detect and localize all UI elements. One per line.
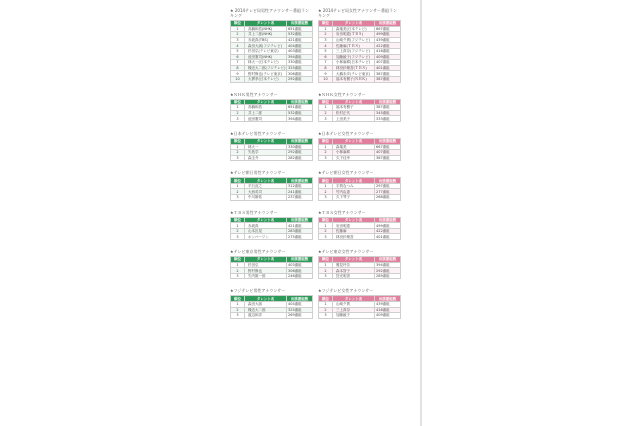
rank-cell: 7: [319, 60, 333, 66]
rank-cell: 4: [231, 43, 245, 49]
table-row: [319, 195, 401, 201]
program-count-cell: 241番組: [287, 189, 313, 195]
rank-cell: 3: [231, 234, 245, 240]
talent-name-cell: 佐藤麻(ＴＢＳ): [333, 43, 375, 49]
rank-cell: 3: [231, 313, 245, 319]
rank-header: 順位: [231, 99, 245, 105]
talent-name-cell: 福本有樹子: [333, 105, 375, 111]
ranking-table: [230, 217, 313, 240]
table-row: [231, 234, 313, 240]
ranking-table: [230, 99, 313, 122]
program-count-cell: 275番組: [287, 234, 313, 240]
program-count-cell: 333番組: [375, 116, 401, 122]
program-count-cell: 532番組: [287, 110, 313, 116]
rank-cell: 1: [231, 26, 245, 32]
program-count-cell: 387番組: [375, 71, 401, 77]
program-count-cell: 409番組: [375, 313, 401, 319]
program-count-cell: 667番組: [375, 144, 401, 150]
name-header: タレント名: [245, 296, 287, 302]
talent-name-cell: 岩田明恵: [333, 223, 375, 229]
name-header: タレント名: [333, 257, 375, 263]
talent-name-cell: 赤坂真(TBS): [245, 37, 287, 43]
table-row: [231, 313, 313, 319]
talent-name-cell: 池田憲司(NHK): [245, 54, 287, 60]
rank-cell: 2: [231, 189, 245, 195]
program-count-cell: 282番組: [287, 155, 313, 161]
rank-cell: 1: [231, 302, 245, 308]
right-ranking-block: [318, 131, 400, 161]
program-count-cell: 407番組: [375, 150, 401, 156]
talent-name-cell: 久下佳幸: [333, 155, 375, 161]
talent-name-cell: 森葉美(日本テレビ): [333, 26, 375, 32]
right-ranking-block: [318, 92, 400, 122]
count-header: 出演番組数: [287, 21, 313, 27]
table-row: [231, 116, 313, 122]
program-count-cell: 667番組: [375, 26, 401, 32]
talent-name-cell: 平石直之: [245, 183, 287, 189]
count-header: 出演番組数: [375, 21, 401, 27]
rank-cell: 2: [319, 110, 333, 116]
count-header: 出演番組数: [375, 296, 401, 302]
talent-name-cell: 森田大誠(フジテレビ): [245, 43, 287, 49]
rank-cell: 2: [319, 268, 333, 274]
rank-cell: 2: [231, 307, 245, 313]
rank-cell: 1: [319, 262, 333, 268]
left-ranking-block: [230, 210, 312, 240]
count-header: 出演番組数: [287, 99, 313, 105]
rank-cell: 3: [231, 37, 245, 43]
right-ranking-block: [318, 249, 400, 279]
table-row: [231, 273, 313, 279]
talent-name-cell: 竹内由恵: [333, 189, 375, 195]
talent-name-cell: 松村正代: [333, 110, 375, 116]
ranking-table: [230, 138, 313, 161]
table-row: [231, 155, 313, 161]
program-count-cell: 268番組: [375, 195, 401, 201]
program-count-cell: 439番組: [375, 302, 401, 308]
talent-name-cell: 矢内雄一郎: [245, 273, 287, 279]
name-header: タレント名: [333, 99, 375, 105]
rank-header: 順位: [319, 217, 333, 223]
program-count-cell: 404番組: [287, 43, 313, 49]
ranking-title: ★日本テレビ男性アナウンサー: [230, 130, 286, 136]
rank-header: 順位: [231, 217, 245, 223]
ranking-title: ★テレビ東京男性アナウンサー: [230, 249, 286, 255]
program-count-cell: 292番組: [287, 150, 313, 156]
program-count-cell: 345番組: [375, 110, 401, 116]
talent-name-cell: 岩田明恵(ＴＢＳ): [333, 32, 375, 38]
name-header: タレント名: [333, 138, 375, 144]
ranking-title: ★テレビ朝日女性アナウンサー: [318, 170, 374, 176]
left-ranking-block: [230, 131, 312, 161]
ranking-table: [230, 20, 313, 83]
talent-name-cell: 杉田弘(テレビ東京): [245, 48, 287, 54]
talent-name-cell: 杉田弘: [245, 262, 287, 268]
ranking-title: ★テレビ朝日男性アナウンサー: [230, 170, 286, 176]
table-row: [231, 195, 313, 201]
left-ranking-block: [230, 249, 312, 279]
talent-name-cell: 井上二郎: [245, 110, 287, 116]
rank-cell: 10: [231, 76, 245, 82]
rank-cell: 1: [319, 144, 333, 150]
talent-name-cell: 三上真奈: [333, 307, 375, 313]
talent-name-cell: 中川雄佑: [245, 195, 287, 201]
talent-name-cell: 大西英司: [245, 189, 287, 195]
rank-header: 順位: [319, 178, 333, 184]
talent-name-cell: 三上真奈(フジテレビ): [333, 48, 375, 54]
program-count-cell: 422番組: [375, 43, 401, 49]
program-count-cell: 292番組: [375, 268, 401, 274]
ranking-table: [318, 177, 401, 200]
program-count-cell: 297番組: [375, 183, 401, 189]
count-header: 出演番組数: [375, 138, 401, 144]
name-header: タレント名: [245, 178, 287, 184]
left-ranking-block: [230, 92, 312, 122]
ranking-table: [318, 217, 401, 240]
ranking-table: [318, 256, 401, 279]
rank-cell: 1: [319, 26, 333, 32]
talent-name-cell: 森田大誠: [245, 302, 287, 308]
program-count-cell: 409番組: [375, 54, 401, 60]
count-header: 出演番組数: [287, 257, 313, 263]
name-header: タレント名: [245, 21, 287, 27]
ranking-title: ★ＮＨＫ女性アナウンサー: [318, 91, 366, 97]
male-rankings-column: [230, 8, 312, 328]
ranking-title: ★テレビ東京女性アナウンサー: [318, 249, 374, 255]
talent-name-cell: 林大一: [245, 144, 287, 150]
name-header: タレント名: [333, 296, 375, 302]
right-ranking-block: [318, 170, 400, 200]
talent-name-cell: 福本有樹子(ＮＨＫ): [333, 76, 375, 82]
vertical-divider: [420, 0, 422, 426]
rank-cell: 6: [319, 54, 333, 60]
program-count-cell: 499番組: [375, 223, 401, 229]
rank-header: 順位: [319, 21, 333, 27]
right-ranking-block: [318, 8, 400, 83]
program-count-cell: 404番組: [287, 302, 313, 308]
program-count-cell: 387番組: [375, 155, 401, 161]
talent-name-cell: 小林麻耶: [333, 150, 375, 156]
program-count-cell: 325番組: [287, 65, 313, 71]
table-row: [319, 313, 401, 319]
count-header: 出演番組数: [375, 178, 401, 184]
rank-header: 順位: [231, 178, 245, 184]
count-header: 出演番組数: [287, 138, 313, 144]
rank-cell: 6: [231, 54, 245, 60]
rank-cell: 1: [319, 302, 333, 308]
talent-name-cell: 森圭介: [245, 155, 287, 161]
rank-cell: 4: [319, 43, 333, 49]
ranking-title: ★ 2014テレビ局男性アナウンサー番組ランキング: [230, 8, 309, 18]
rank-cell: 1: [231, 223, 245, 229]
rank-header: 順位: [319, 257, 333, 263]
count-header: 出演番組数: [287, 296, 313, 302]
rank-cell: 8: [231, 65, 245, 71]
program-count-cell: 394番組: [287, 116, 313, 122]
talent-name-cell: 野村修也: [245, 268, 287, 274]
ranking-table: [230, 177, 313, 200]
talent-name-cell: 林田紗理香(ＴＢＳ): [333, 65, 375, 71]
talent-name-cell: 棟近大二郎: [245, 307, 287, 313]
count-header: 出演番組数: [375, 217, 401, 223]
talent-name-cell: 林田紗理香: [333, 234, 375, 240]
program-count-cell: 421番組: [287, 223, 313, 229]
talent-name-cell: 大橋未歩(テレビ東京): [333, 71, 375, 77]
talent-name-cell: 棟近大二郎(フジテレビ): [245, 65, 287, 71]
program-count-cell: 283番組: [287, 228, 313, 234]
talent-name-cell: 宇賀なつみ: [333, 183, 375, 189]
program-count-cell: 439番組: [375, 37, 401, 43]
talent-name-cell: ホンバーワン: [245, 234, 287, 240]
program-count-cell: 387番組: [375, 76, 401, 82]
program-count-cell: 422番組: [375, 228, 401, 234]
name-header: タレント名: [245, 257, 287, 263]
ranking-title: ★日本テレビ女性アナウンサー: [318, 130, 374, 136]
name-header: タレント名: [245, 138, 287, 144]
program-count-cell: 403番組: [287, 48, 313, 54]
ranking-title: ★フジテレビ女性アナウンサー: [318, 288, 374, 294]
talent-name-cell: 上田美子: [333, 116, 375, 122]
program-count-cell: 651番組: [287, 26, 313, 32]
program-count-cell: 289番組: [375, 273, 401, 279]
rank-cell: 2: [231, 228, 245, 234]
talent-name-cell: 池田憲司: [245, 116, 287, 122]
name-header: タレント名: [333, 21, 375, 27]
rank-cell: 9: [319, 71, 333, 77]
rank-cell: 2: [319, 189, 333, 195]
name-header: タレント名: [245, 99, 287, 105]
rank-cell: 1: [231, 183, 245, 189]
table-row: [319, 116, 401, 122]
rank-header: 順位: [319, 296, 333, 302]
program-count-cell: 269番組: [287, 313, 313, 319]
count-header: 出演番組数: [375, 257, 401, 263]
talent-name-cell: 山崎夕貴: [333, 302, 375, 308]
rank-cell: 2: [319, 150, 333, 156]
name-header: タレント名: [333, 217, 375, 223]
rank-cell: 3: [319, 313, 333, 319]
rank-cell: 8: [319, 65, 333, 71]
rank-header: 順位: [231, 21, 245, 27]
rank-header: 順位: [231, 296, 245, 302]
talent-name-cell: 森本智子: [333, 268, 375, 274]
program-count-cell: 246番組: [287, 273, 313, 279]
left-ranking-block: [230, 8, 312, 83]
rank-cell: 1: [319, 223, 333, 229]
talent-name-cell: 高橋和浩(NHK): [245, 26, 287, 32]
count-header: 出演番組数: [287, 217, 313, 223]
program-count-cell: 499番組: [375, 32, 401, 38]
rank-cell: 2: [231, 150, 245, 156]
program-count-cell: 312番組: [287, 183, 313, 189]
program-count-cell: 401番組: [375, 65, 401, 71]
right-ranking-block: [318, 288, 400, 318]
rank-cell: 1: [231, 105, 245, 111]
rank-header: 順位: [319, 138, 333, 144]
talent-name-cell: 山崎夕貴(フジテレビ): [333, 37, 375, 43]
talent-name-cell: 山本匠晃: [245, 228, 287, 234]
ranking-title: ★ 2014テレビ局女性アナウンサー番組ランキング: [318, 8, 397, 18]
talent-name-cell: 大貫孝(日本テレビ): [245, 76, 287, 82]
rank-cell: 3: [319, 116, 333, 122]
ranking-title: ★フジテレビ男性アナウンサー: [230, 288, 286, 294]
rank-cell: 7: [231, 60, 245, 66]
program-count-cell: 387番組: [375, 105, 401, 111]
program-count-cell: 407番組: [375, 60, 401, 66]
program-count-cell: 421番組: [287, 37, 313, 43]
ranking-table: [230, 256, 313, 279]
rank-cell: 2: [231, 268, 245, 274]
program-count-cell: 394番組: [287, 54, 313, 60]
count-header: 出演番組数: [375, 99, 401, 105]
talent-name-cell: 井上二郎(NHK): [245, 32, 287, 38]
rank-cell: 3: [319, 234, 333, 240]
name-header: タレント名: [333, 178, 375, 184]
count-header: 出演番組数: [287, 178, 313, 184]
rank-cell: 3: [231, 116, 245, 122]
rank-cell: 3: [319, 155, 333, 161]
program-count-cell: 651番組: [287, 105, 313, 111]
rank-header: 順位: [319, 99, 333, 105]
left-ranking-block: [230, 170, 312, 200]
program-count-cell: 277番組: [375, 189, 401, 195]
table-row: [319, 234, 401, 240]
rank-cell: 2: [319, 307, 333, 313]
rank-cell: 3: [231, 273, 245, 279]
rank-cell: 3: [231, 195, 245, 201]
rank-cell: 3: [319, 37, 333, 43]
ranking-table: [318, 99, 401, 122]
left-ranking-block: [230, 288, 312, 318]
ranking-title: ★ＴＢＳ女性アナウンサー: [318, 209, 366, 215]
rank-cell: 1: [319, 183, 333, 189]
female-rankings-column: [318, 8, 400, 328]
program-count-cell: 330番組: [287, 60, 313, 66]
ranking-title: ★ＴＢＳ男性アナウンサー: [230, 209, 278, 215]
talent-name-cell: 小林麻耶(日本テレビ): [333, 60, 375, 66]
right-ranking-block: [318, 210, 400, 240]
program-count-cell: 416番組: [375, 307, 401, 313]
rank-cell: 1: [231, 144, 245, 150]
ranking-title: ★ＮＨＫ男性アナウンサー: [230, 91, 278, 97]
talent-name-cell: 高橋和浩: [245, 105, 287, 111]
program-count-cell: 237番組: [287, 195, 313, 201]
program-count-cell: 394番組: [375, 262, 401, 268]
rank-header: 順位: [231, 138, 245, 144]
program-count-cell: 416番組: [375, 48, 401, 54]
rank-cell: 3: [319, 195, 333, 201]
rank-cell: 1: [319, 105, 333, 111]
program-count-cell: 292番組: [287, 76, 313, 82]
talent-name-cell: 加藤綾子: [333, 313, 375, 319]
talent-name-cell: 森葉美: [333, 144, 375, 150]
rank-cell: 10: [319, 76, 333, 82]
talent-name-cell: 矢島学: [245, 150, 287, 156]
rank-cell: 3: [319, 273, 333, 279]
table-row: [231, 76, 313, 82]
rank-cell: 5: [319, 48, 333, 54]
program-count-cell: 403番組: [287, 262, 313, 268]
rank-cell: 2: [231, 110, 245, 116]
rank-cell: 1: [231, 262, 245, 268]
talent-name-cell: 鷲見玲奈: [333, 262, 375, 268]
rank-cell: 2: [319, 32, 333, 38]
program-count-cell: 306番組: [287, 71, 313, 77]
talent-name-cell: 狩光明香: [333, 273, 375, 279]
table-row: [319, 76, 401, 82]
ranking-table: [318, 20, 401, 83]
rank-cell: 2: [319, 228, 333, 234]
program-count-cell: 401番組: [375, 234, 401, 240]
ranking-table: [230, 295, 313, 318]
ranking-table: [318, 295, 401, 318]
rank-cell: 3: [231, 155, 245, 161]
name-header: タレント名: [245, 217, 287, 223]
talent-name-cell: 野村修也(テレビ東京): [245, 71, 287, 77]
program-count-cell: 532番組: [287, 32, 313, 38]
rank-cell: 2: [231, 32, 245, 38]
rank-cell: 5: [231, 48, 245, 54]
talent-name-cell: 加藤綾子(フジテレビ): [333, 54, 375, 60]
talent-name-cell: 赤坂真: [245, 223, 287, 229]
table-row: [319, 155, 401, 161]
talent-name-cell: 林大一(日本テレビ): [245, 60, 287, 66]
rank-cell: 9: [231, 71, 245, 77]
talent-name-cell: 久下琴子: [333, 195, 375, 201]
program-count-cell: 306番組: [287, 268, 313, 274]
talent-name-cell: 佐藤麻: [333, 228, 375, 234]
talent-name-cell: 渡辺和洋: [245, 313, 287, 319]
program-count-cell: 325番組: [287, 307, 313, 313]
rank-header: 順位: [231, 257, 245, 263]
program-count-cell: 330番組: [287, 144, 313, 150]
ranking-table: [318, 138, 401, 161]
table-row: [319, 273, 401, 279]
